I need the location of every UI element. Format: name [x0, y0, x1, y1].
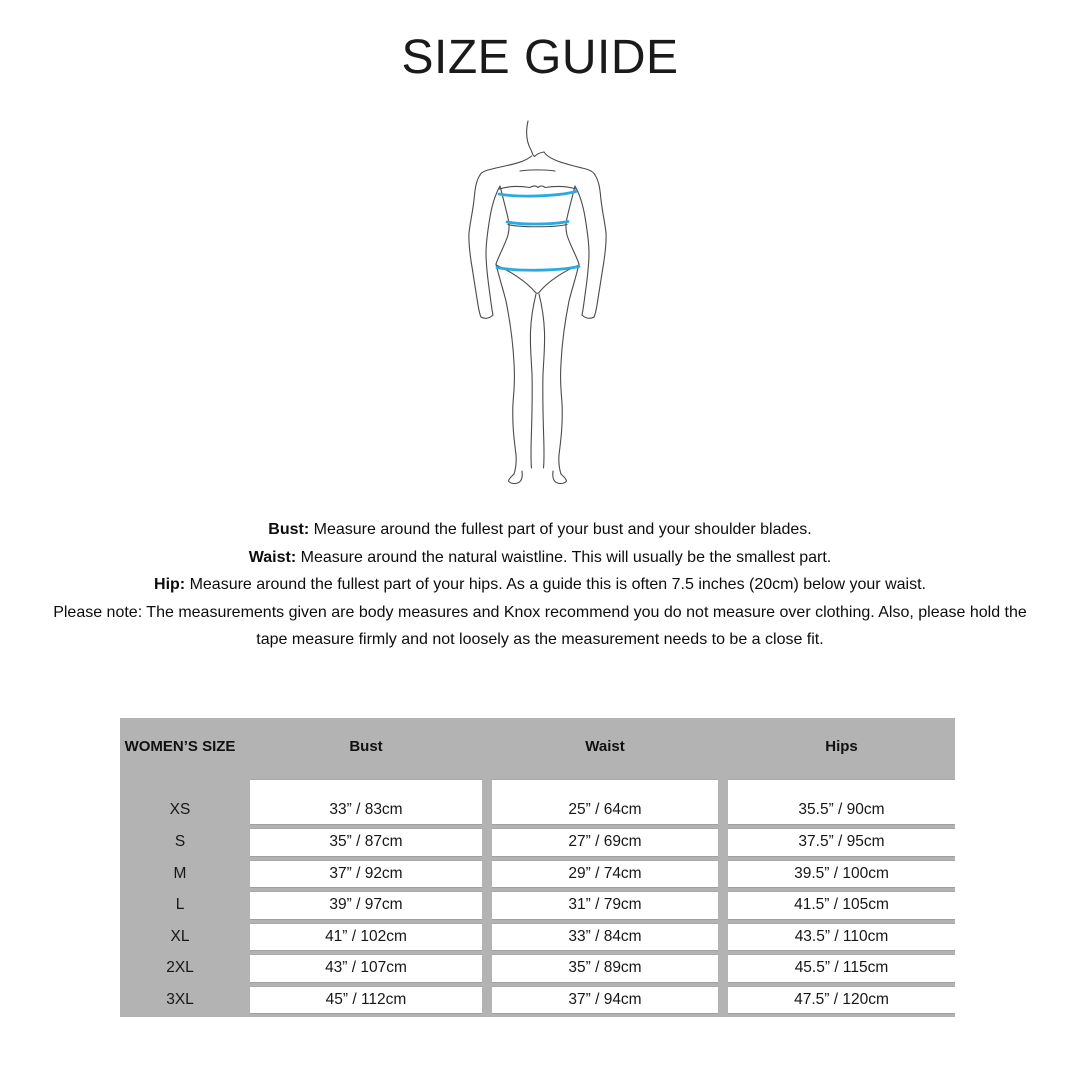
measurement-value: 37” / 92cm: [250, 861, 482, 888]
row-label: 2XL: [166, 959, 194, 977]
instruction-waist-text: Measure around the natural waistline. This will usually be the smallest part.: [300, 548, 832, 566]
clavicle-line: [520, 170, 555, 171]
measurement-value: 45.5” / 115cm: [728, 955, 955, 982]
row-label: 3XL: [166, 990, 194, 1008]
female-figure-svg: [462, 105, 612, 490]
right-leg-outer-line: [559, 264, 579, 474]
measurement-value: 41” / 102cm: [250, 924, 482, 951]
bust-top-line: [499, 186, 576, 189]
neck-line: [527, 121, 544, 157]
measurement-value: 27” / 69cm: [492, 829, 718, 856]
hips-measure-line: [497, 267, 579, 271]
column-header-waist: Waist: [585, 738, 625, 755]
right-torso-line: [566, 186, 579, 264]
measurement-value: 35.5” / 90cm: [728, 780, 955, 824]
right-leg-inner-line: [539, 294, 545, 468]
bust-measure-line: [499, 192, 576, 197]
instruction-waist: [37, 544, 1043, 572]
female-figure-diagram: [462, 105, 612, 490]
right-arm-outer-line: [594, 175, 606, 317]
column-header-bust: Bust: [349, 738, 383, 755]
column-header-hips: Hips: [825, 738, 858, 755]
measurement-value: 37.5” / 95cm: [728, 829, 955, 856]
right-shoulder-line: [544, 152, 595, 175]
measurement-value: 39.5” / 100cm: [728, 861, 955, 888]
instruction-bust-label: Bust:: [268, 521, 310, 538]
instruction-bust: [37, 516, 1043, 544]
size-chart-table: [120, 718, 955, 1017]
measurement-note: Please note: The measurements given are body measures and Knox recommend you do not measure over clothing. Also, please hold the tape measure firmly and not loosely as the measurement needs to be a close fit.: [53, 603, 1027, 648]
measurement-value: 43” / 107cm: [250, 955, 482, 982]
measurement-value: 39” / 97cm: [250, 892, 482, 919]
measurement-value: 33” / 84cm: [492, 924, 718, 951]
instruction-hip: [37, 571, 1043, 599]
instruction-hip-label: Hip:: [154, 576, 186, 593]
row-label: XL: [170, 927, 190, 945]
measurement-value: 41.5” / 105cm: [728, 892, 955, 919]
left-leg-inner-line: [530, 294, 536, 468]
column-header-size: WOMEN’S SIZE: [124, 738, 236, 755]
left-shoulder-line: [480, 156, 532, 175]
measurement-value: 25” / 64cm: [492, 780, 718, 824]
right-arm-inner-line: [575, 186, 589, 315]
measurement-value: 35” / 89cm: [492, 955, 718, 982]
instruction-bust-text: Measure around the fullest part of your bust and your shoulder blades.: [313, 521, 812, 538]
left-foot-line: [509, 471, 523, 484]
measurement-value: 35” / 87cm: [250, 829, 482, 856]
left-arm-outer-line: [469, 175, 481, 317]
row-label: L: [175, 896, 185, 914]
row-label: S: [174, 833, 186, 851]
measurement-value: 47.5” / 120cm: [728, 987, 955, 1014]
left-torso-line: [496, 186, 509, 264]
measurement-value: 43.5” / 110cm: [728, 924, 955, 951]
measurement-value: 33” / 83cm: [250, 780, 482, 824]
measurement-value: 45” / 112cm: [250, 987, 482, 1014]
left-arm-inner-line: [486, 186, 500, 315]
row-label: M: [173, 864, 187, 882]
page-title: SIZE GUIDE: [401, 31, 679, 84]
instruction-waist-label: Waist:: [248, 548, 297, 566]
measurement-value: 37” / 94cm: [492, 987, 718, 1014]
measurement-instructions: [37, 516, 1043, 654]
measurement-value: 29” / 74cm: [492, 861, 718, 888]
right-hand-line: [582, 315, 594, 318]
right-foot-line: [553, 471, 567, 484]
instruction-hip-text: Measure around the fullest part of your hips. As a guide this is often 7.5 inches (20cm) below your waist.: [189, 576, 926, 593]
row-label: XS: [169, 801, 191, 818]
left-hand-line: [481, 315, 493, 318]
left-leg-outer-line: [496, 264, 516, 474]
measurement-value: 31” / 79cm: [492, 892, 718, 919]
waist-measure-line: [507, 222, 568, 225]
